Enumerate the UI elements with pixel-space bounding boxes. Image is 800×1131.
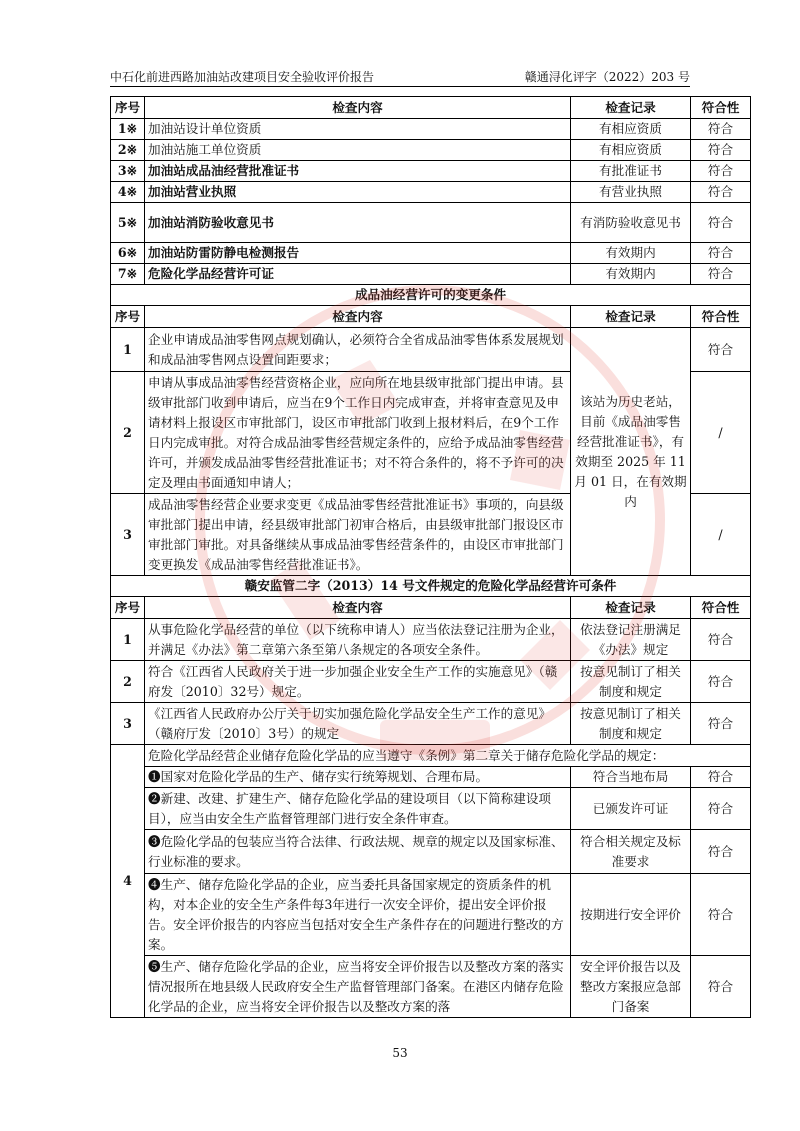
page-number: 53 — [392, 1046, 408, 1060]
row-intro: 危险化学品经营企业储存危险化学品的应当遵守《条例》第二章关于储存危险化学品的规定： — [145, 745, 751, 767]
row-content: 成品油零售经营企业要求变更《成品油零售经营批准证书》事项的，向县级审批部门提出申请，经县级审批部门初审合格后，由县级审批部门报设区市审批部门审批。对具备继续从事成品油零售经营条件的，由设区市审批部门变更换发《成品油零售经营批准证书》。 — [145, 494, 571, 576]
row-content: ❸危险化学品的包装应当符合法律、行政法规、规章的规定以及国家标准、行业标准的要求。 — [145, 830, 571, 874]
row-conform: 符合 — [691, 956, 751, 1018]
row-conform: 符合 — [691, 874, 751, 956]
row-content: 申请从事成品油零售经营资格企业，应向所在地县级审批部门提出申请。县级审批部门收到申请后，应当在9个工作日内完成审查，并将审查意见及申请材料上报设区市审批部门，设区市审批部门收到上报材料后，在9个工作日内完成审批。对符合成品油零售经营规定条件的，应给予成品油零售经营许可，并颁发成品油零售经营批准证书；对不符合条件的，将不予许可的决定及理由书面通知申请人； — [145, 372, 571, 494]
header-doc-number: 赣通浔化评字（2022）203 号 — [524, 70, 690, 84]
table-header-row — [111, 306, 751, 328]
table-row — [111, 264, 751, 285]
row-no: 4 — [111, 745, 145, 1018]
row-conform: 符合 — [691, 619, 751, 661]
table-row — [111, 140, 751, 161]
row-content: 企业申请成品油零售网点规划确认，必须符合全省成品油零售体系发展规划和成品油零售网点设置间距要求； — [145, 328, 571, 372]
section-row — [111, 576, 751, 597]
table-row — [111, 874, 751, 956]
col-conform: 符合性 — [691, 97, 751, 119]
row-conform: 符合 — [691, 264, 751, 285]
row-conform: 符合 — [691, 328, 751, 372]
section-title-license-conditions: 赣安监管二字（2013）14 号文件规定的危险化学品经营许可条件 — [111, 576, 751, 597]
row-no: 2 — [111, 661, 145, 703]
table-row — [111, 619, 751, 661]
row-content: ❶国家对危险化学品的生产、储存实行统筹规划、合理布局。 — [145, 767, 571, 788]
row-content: 加油站营业执照 — [145, 182, 571, 203]
row-no: 7※ — [111, 264, 145, 285]
col-content: 检查内容 — [145, 97, 571, 119]
row-content: 符合《江西省人民政府关于进一步加强企业安全生产工作的实施意见》（赣府发〔2010〕32号）规定。 — [145, 661, 571, 703]
row-record: 有效期内 — [571, 243, 691, 264]
table-row — [111, 119, 751, 140]
row-record: 依法登记注册满足《办法》规定 — [571, 619, 691, 661]
row-no: 4※ — [111, 182, 145, 203]
page-header — [110, 66, 690, 87]
col-no: 序号 — [111, 597, 145, 619]
row-record-merged: 该站为历史老站，目前《成品油零售经营批准证书》，有效期至 2025 年 11 月 01 日，在有效期内 — [571, 328, 691, 576]
row-conform: 符合 — [691, 203, 751, 243]
row-no: 5※ — [111, 203, 145, 243]
row-record: 有效期内 — [571, 264, 691, 285]
row-no: 3 — [111, 703, 145, 745]
row-no: 2 — [111, 372, 145, 494]
table-row — [111, 956, 751, 1018]
row-no: 1※ — [111, 119, 145, 140]
table-row — [111, 161, 751, 182]
row-content: 《江西省人民政府办公厅关于切实加强危险化学品安全生产工作的意见》（赣府厅发〔2010〕3号）的规定 — [145, 703, 571, 745]
row-record: 有消防验收意见书 — [571, 203, 691, 243]
table-row — [111, 182, 751, 203]
row-record: 有批准证书 — [571, 161, 691, 182]
row-no: 1 — [111, 619, 145, 661]
row-conform: 符合 — [691, 661, 751, 703]
row-record: 有营业执照 — [571, 182, 691, 203]
row-conform: 符合 — [691, 161, 751, 182]
table-body — [111, 97, 751, 1018]
row-content: 加油站成品油经营批准证书 — [145, 161, 571, 182]
row-record: 符合相关规定及标准要求 — [571, 830, 691, 874]
row-content: ❺生产、储存危险化学品的企业，应当将安全评价报告以及整改方案的落实情况报所在地县级人民政府安全生产监督管理部门备案。在港区内储存危险化学品的企业，应当将安全评价报告以及整改方案的落 — [145, 956, 571, 1018]
row-conform: / — [691, 494, 751, 576]
row-record: 按意见制订了相关制度和规定 — [571, 703, 691, 745]
col-record: 检查记录 — [571, 597, 691, 619]
table-row — [111, 767, 751, 788]
row-record: 按意见制订了相关制度和规定 — [571, 661, 691, 703]
table-header-row — [111, 97, 751, 119]
col-conform: 符合性 — [691, 597, 751, 619]
row-conform: 符合 — [691, 140, 751, 161]
row-no: 2※ — [111, 140, 145, 161]
row-conform: 符合 — [691, 243, 751, 264]
row-record: 有相应资质 — [571, 119, 691, 140]
row-conform: 符合 — [691, 703, 751, 745]
section-row — [111, 285, 751, 306]
col-conform: 符合性 — [691, 306, 751, 328]
col-content: 检查内容 — [145, 597, 571, 619]
col-record: 检查记录 — [571, 306, 691, 328]
col-content: 检查内容 — [145, 306, 571, 328]
row-content: 加油站设计单位资质 — [145, 119, 571, 140]
row-conform: 符合 — [691, 119, 751, 140]
row-content: ❹生产、储存危险化学品的企业，应当委托具备国家规定的资质条件的机构，对本企业的安全生产条件每3年进行一次安全评价，提出安全评价报告。安全评价报告的内容应当包括对安全生产条件存在的问题进行整改的方案。 — [145, 874, 571, 956]
table-row — [111, 243, 751, 264]
table-row — [111, 703, 751, 745]
row-no: 1 — [111, 328, 145, 372]
table-row — [111, 661, 751, 703]
table-row — [111, 788, 751, 830]
table-row — [111, 745, 751, 767]
table-row — [111, 830, 751, 874]
row-no: 6※ — [111, 243, 145, 264]
header-title: 中石化前进西路加油站改建项目安全验收评价报告 — [110, 70, 375, 84]
row-record: 按期进行安全评价 — [571, 874, 691, 956]
row-conform: / — [691, 372, 751, 494]
col-no: 序号 — [111, 97, 145, 119]
row-content: 危险化学品经营许可证 — [145, 264, 571, 285]
table-row — [111, 328, 751, 372]
row-content: ❷新建、改建、扩建生产、储存危险化学品的建设项目（以下简称建设项目），应当由安全生产监督管理部门进行安全条件审查。 — [145, 788, 571, 830]
row-conform: 符合 — [691, 182, 751, 203]
row-content: 加油站消防验收意见书 — [145, 203, 571, 243]
row-no: 3 — [111, 494, 145, 576]
row-conform: 符合 — [691, 767, 751, 788]
row-content: 加油站防雷防静电检测报告 — [145, 243, 571, 264]
inspection-table — [110, 96, 751, 1018]
row-record: 符合当地布局 — [571, 767, 691, 788]
col-no: 序号 — [111, 306, 145, 328]
table-header-row — [111, 597, 751, 619]
col-record: 检查记录 — [571, 97, 691, 119]
row-content: 从事危险化学品经营的单位（以下统称申请人）应当依法登记注册为企业，并满足《办法》第二章第六条至第八条规定的各项安全条件。 — [145, 619, 571, 661]
row-content: 加油站施工单位资质 — [145, 140, 571, 161]
row-record: 安全评价报告以及整改方案报应急部门备案 — [571, 956, 691, 1018]
row-conform: 符合 — [691, 830, 751, 874]
row-conform: 符合 — [691, 788, 751, 830]
row-record: 有相应资质 — [571, 140, 691, 161]
table-row — [111, 203, 751, 243]
row-record: 已颁发许可证 — [571, 788, 691, 830]
section-title-change-conditions: 成品油经营许可的变更条件 — [111, 285, 751, 306]
row-no: 3※ — [111, 161, 145, 182]
